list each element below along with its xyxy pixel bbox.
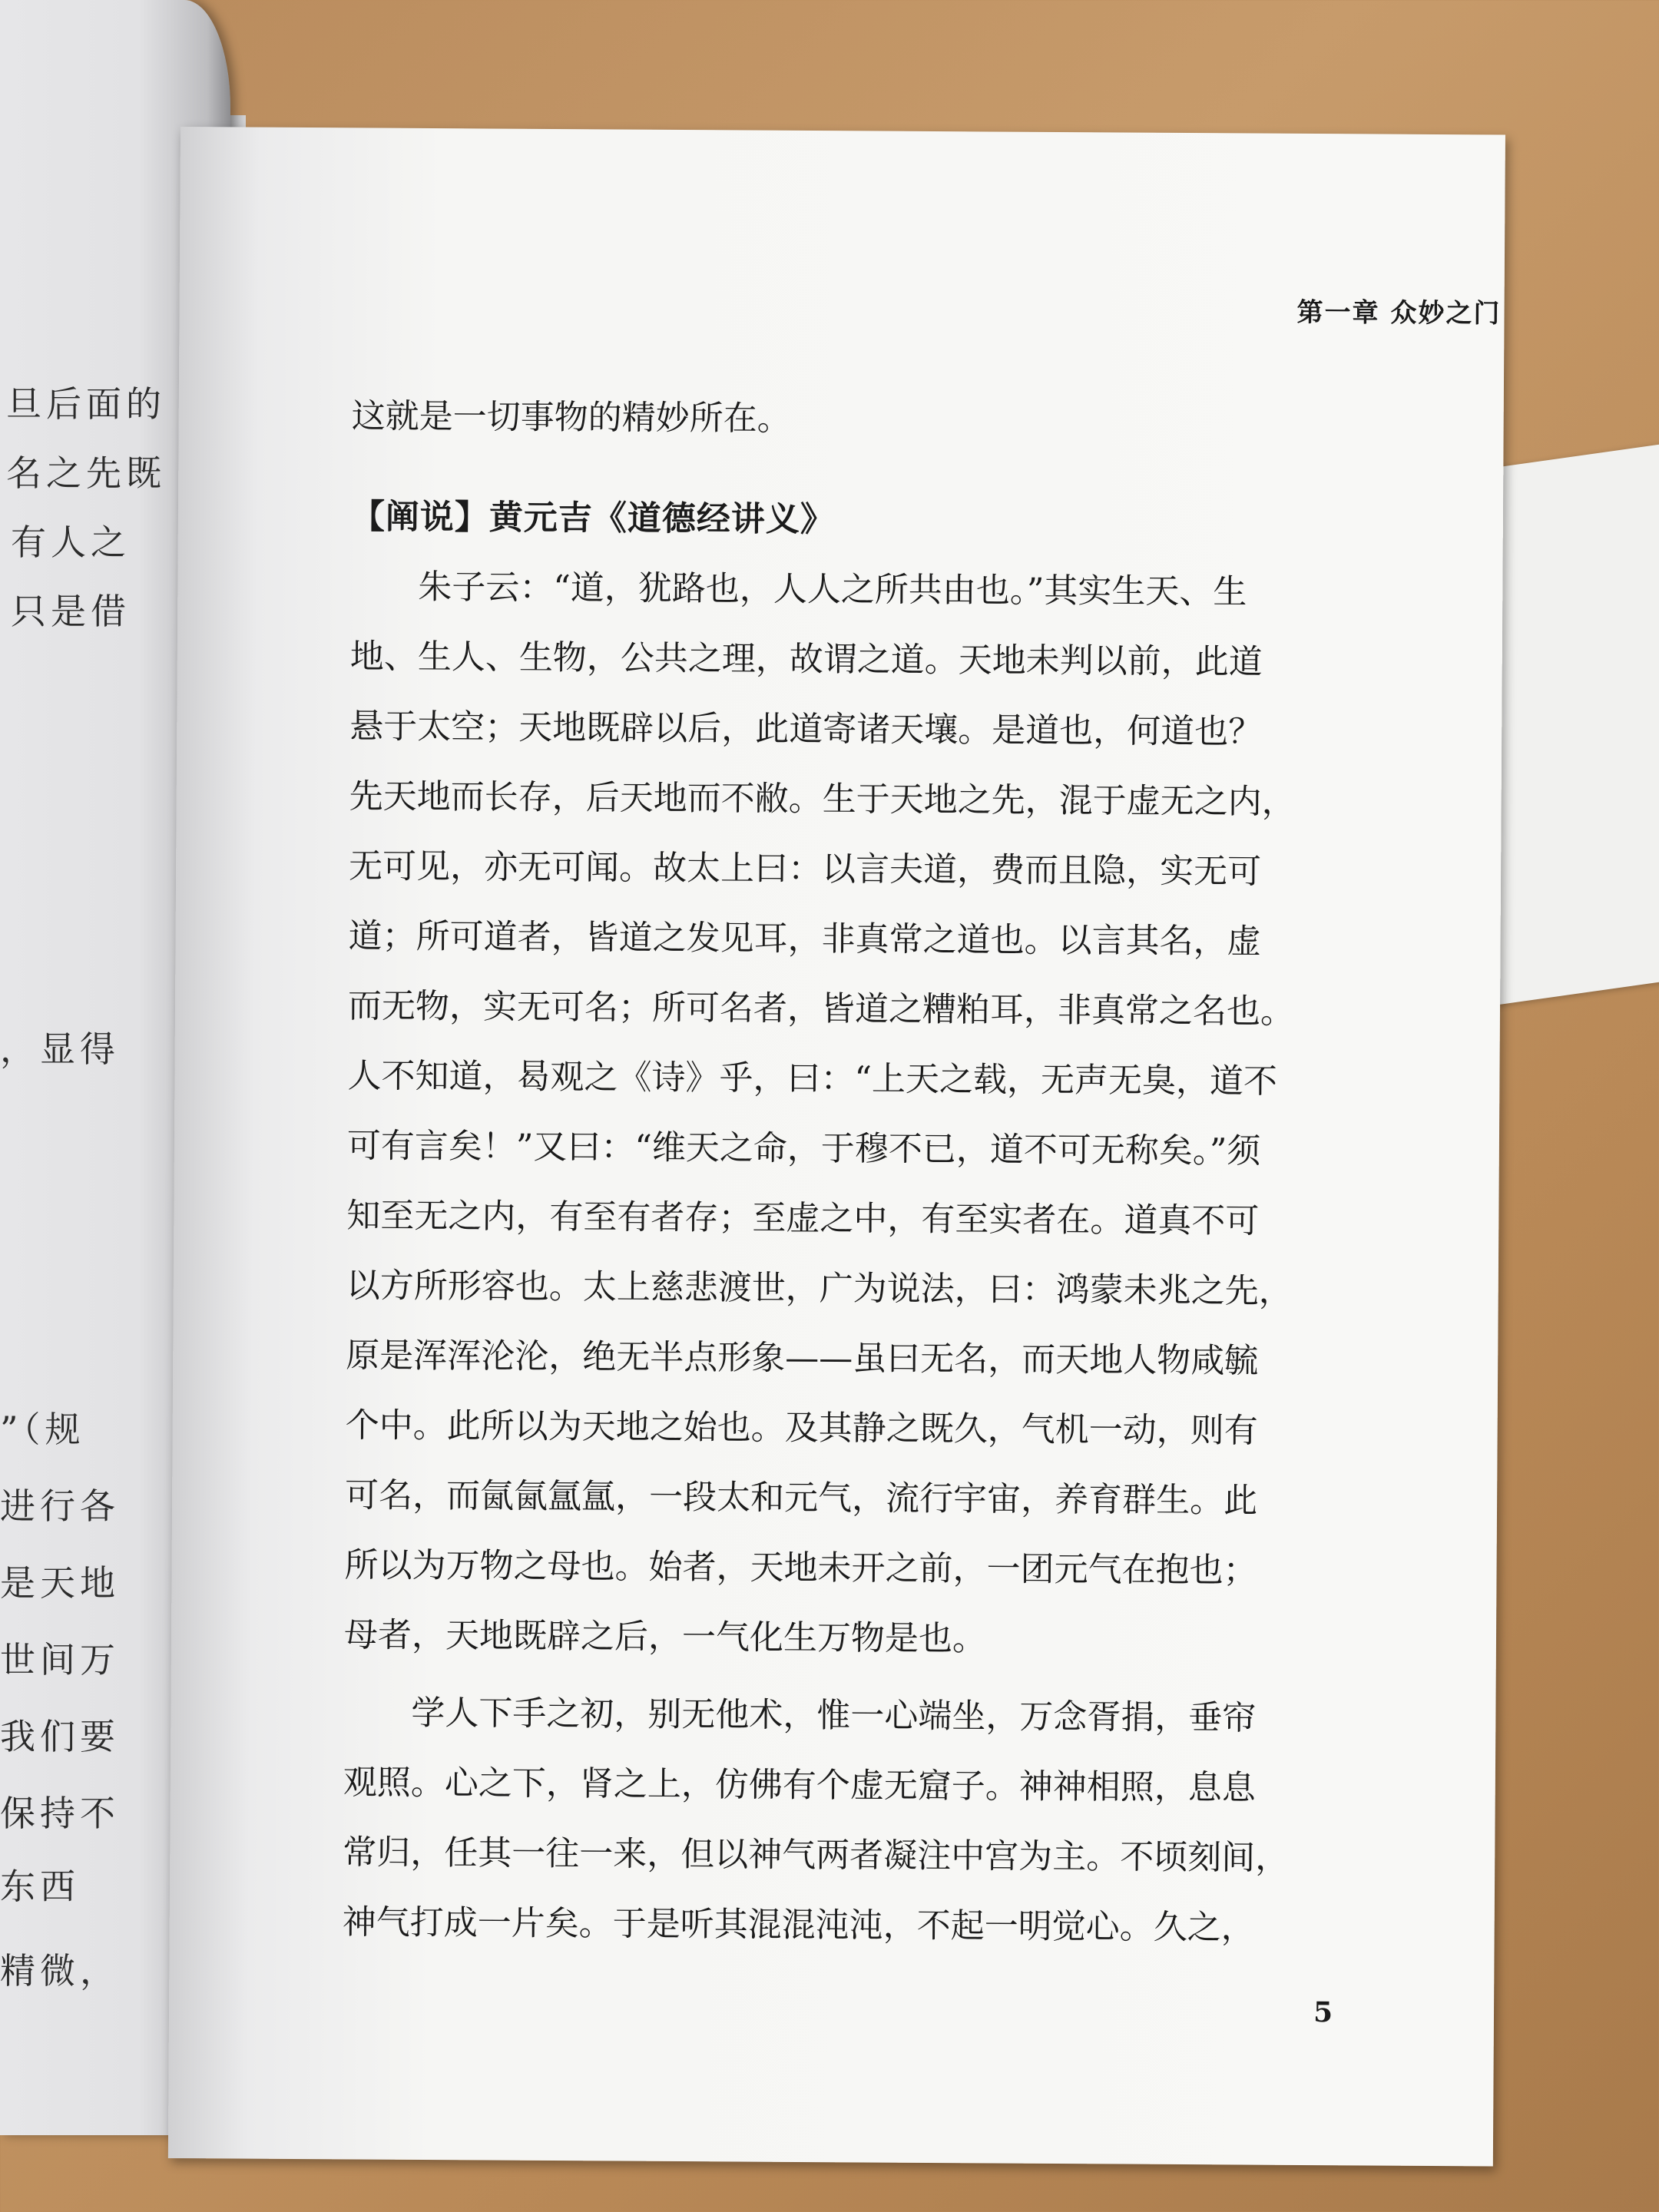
body-line: 朱子云：“道，犹路也，人人之所共由也。”其实生天、生 — [418, 567, 1247, 612]
left-page-line: 进行各 — [0, 1485, 120, 1527]
left-page-line: 世间万 — [0, 1639, 120, 1681]
body-line: 可名，而氤氤氲氲，一段太和元气，流行宇宙，养育群生。此 — [344, 1475, 1258, 1521]
body-line: 母者，天地既辟之后，一气化生万物是也。 — [343, 1615, 987, 1659]
body-line: 知至无之内，有至有者存；至虚之中，有至实者在。道真不可 — [346, 1196, 1260, 1241]
body-line: 观照。心之下，肾之上，仿佛有个虚无窟子。神神相照，息息 — [343, 1763, 1256, 1808]
left-page-line: 有人之 — [11, 522, 131, 563]
left-page-line: 名之先既 — [6, 452, 166, 494]
body-line: 而无物，实无可名；所可名者，皆道之糟粕耳，非真常之名也。 — [347, 986, 1295, 1031]
right-page — [168, 127, 1505, 2166]
left-page-line: 我们要 — [0, 1716, 120, 1757]
body-line: 以方所形容也。太上慈悲渡世，广为说法，曰：鸿蒙未兆之先， — [346, 1266, 1293, 1311]
body-line: 地、生人、生物，公共之理，故谓之道。天地未判以前，此道 — [349, 637, 1263, 682]
body-line: 神气打成一片矣。于是听其混混沌沌，不起一明觉心。久之， — [342, 1902, 1255, 1948]
left-page-line: ，显得 — [0, 1028, 120, 1070]
section-title: 【阐说】黄元吉《道德经讲义》 — [350, 497, 836, 540]
body-line: 所以为万物之母也。始者，天地未开之前，一团元气在抱也； — [344, 1545, 1257, 1591]
left-page-line: ”（规 — [0, 1409, 85, 1450]
body-text — [342, 381, 1427, 1964]
left-page-line: 东西 — [0, 1866, 80, 1907]
body-line: 常归，任其一往一来，但以神气两者凝注中宫为主。不顷刻间， — [343, 1833, 1290, 1878]
left-page-line: 只是借 — [11, 591, 131, 632]
body-line: 人不知道，曷观之《诗》乎，曰：“上天之载，无声无臭，道不 — [347, 1056, 1278, 1101]
body-line: 原是浑浑沦沦，绝无半点形象——虽曰无名，而天地人物咸毓 — [346, 1336, 1259, 1381]
running-head: 第一章 众妙之门 — [1296, 296, 1502, 329]
body-line: 悬于太空；天地既辟以后，此道寄诸天壤。是道也，何道也？ — [349, 707, 1263, 752]
underlying-loose-sheet — [1498, 439, 1659, 1005]
body-line: 可有言矣！”又曰：“维天之命，于穆不已，道不可无称矣。”须 — [346, 1126, 1261, 1171]
body-line: 个中。此所以为天地之始也。及其静之既久，气机一动，则有 — [345, 1406, 1258, 1451]
left-page-line: 是天地 — [0, 1562, 120, 1604]
body-line: 道；所可道者，皆道之发见耳，非真常之道也。以言其名，虚 — [348, 916, 1261, 962]
left-page-line: 精微， — [0, 1950, 120, 1992]
body-line: 学人下手之初，别无他术，惟一心端坐，万念胥捐，垂帘 — [411, 1693, 1257, 1738]
body-line: 无可见，亦无可闻。故太上曰：以言夫道，费而且隐，实无可 — [348, 846, 1262, 892]
body-line: 先天地而长存，后天地而不敝。生于天地之先，混于虚无之内， — [349, 777, 1296, 822]
page-number: 5 — [1313, 1996, 1333, 2029]
left-page-line: 旦后面的 — [6, 383, 166, 425]
left-page-line: 保持不 — [0, 1793, 120, 1834]
first-line: 这就是一切事物的精妙所在。 — [351, 396, 791, 439]
